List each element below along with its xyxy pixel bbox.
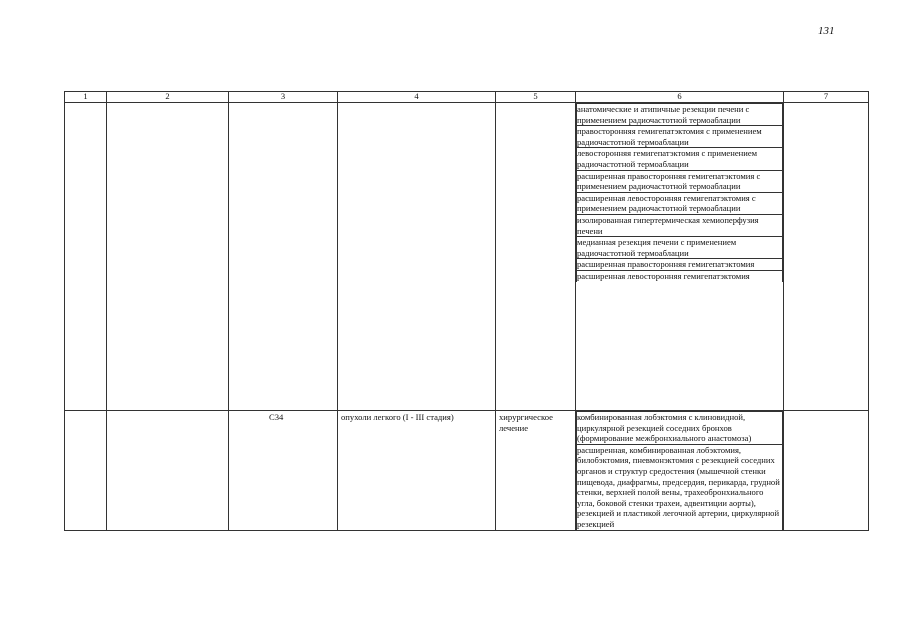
treatment-type: хирургическое лечение (499, 412, 553, 433)
col-header-3: 3 (229, 92, 338, 103)
cell-col1 (65, 411, 107, 531)
procedure-item: расширенная, комбинированная лобэктомия, билобэктомия, пневмонэктомия с резекцией соседних органов и структур средостения (мышечной стенки пищевода, диафрагмы, предсердия, перикарда, грудной стенки, верхней полой вены, трахеобронхиального угла, боковой стенки трахеи, адвентиции аорты), резекцией и пластикой легочной артерии, циркулярной резекцией (577, 444, 783, 529)
procedure-item: расширенная левосторонняя гемигепатэктомия (577, 270, 783, 281)
cell-col6 (576, 103, 784, 411)
diagnosis-code: С34 (269, 412, 284, 422)
procedures-table (64, 91, 869, 531)
procedure-item: анатомические и атипичные резекции печени с применением радиочастотной термоаблации (577, 104, 783, 126)
cell-col2 (107, 411, 229, 531)
procedure-item: медианная резекция печени с применением радиочастотной термоаблации (577, 237, 783, 259)
col-header-5: 5 (496, 92, 576, 103)
col-header-6: 6 (576, 92, 784, 103)
cell-col1 (65, 103, 107, 411)
cell-col7 (784, 103, 869, 411)
procedure-item: комбинированная лобэктомия с клиновидной, циркулярной резекцией соседних бронхов (формирование межбронхиального анастомоза) (577, 412, 783, 445)
procedure-item: правосторонняя гемигепатэктомия с применением радиочастотной термоаблации (577, 126, 783, 148)
cell-code (229, 411, 338, 531)
cell-col3 (229, 103, 338, 411)
table-row (65, 411, 869, 531)
cell-col7 (784, 411, 869, 531)
cell-col6 (576, 411, 784, 531)
procedure-item: расширенная левосторонняя гемигепатэктомия с применением радиочастотной термоаблации (577, 192, 783, 214)
col-header-1: 1 (65, 92, 107, 103)
cell-col4 (338, 103, 496, 411)
col-header-7: 7 (784, 92, 869, 103)
procedure-item: расширенная правосторонняя гемигепатэктомия (577, 259, 783, 271)
diagnosis-text: опухоли легкого (I - III стадия) (341, 412, 454, 422)
col-header-2: 2 (107, 92, 229, 103)
procedure-item: левосторонняя гемигепатэктомия с применением радиочастотной термоаблации (577, 148, 783, 170)
header-row (65, 92, 869, 103)
procedure-item: расширенная правосторонняя гемигепатэктомия с применением радиочастотной термоаблации (577, 170, 783, 192)
procedure-list (576, 411, 783, 530)
col-header-4: 4 (338, 92, 496, 103)
procedure-item: изолированная гипертермическая хемиоперфузия печени (577, 214, 783, 236)
cell-col2 (107, 103, 229, 411)
cell-diagnosis (338, 411, 496, 531)
table-row (65, 103, 869, 411)
cell-treatment (496, 411, 576, 531)
procedure-list (576, 103, 783, 282)
cell-col5 (496, 103, 576, 411)
page-number: 131 (818, 25, 835, 37)
